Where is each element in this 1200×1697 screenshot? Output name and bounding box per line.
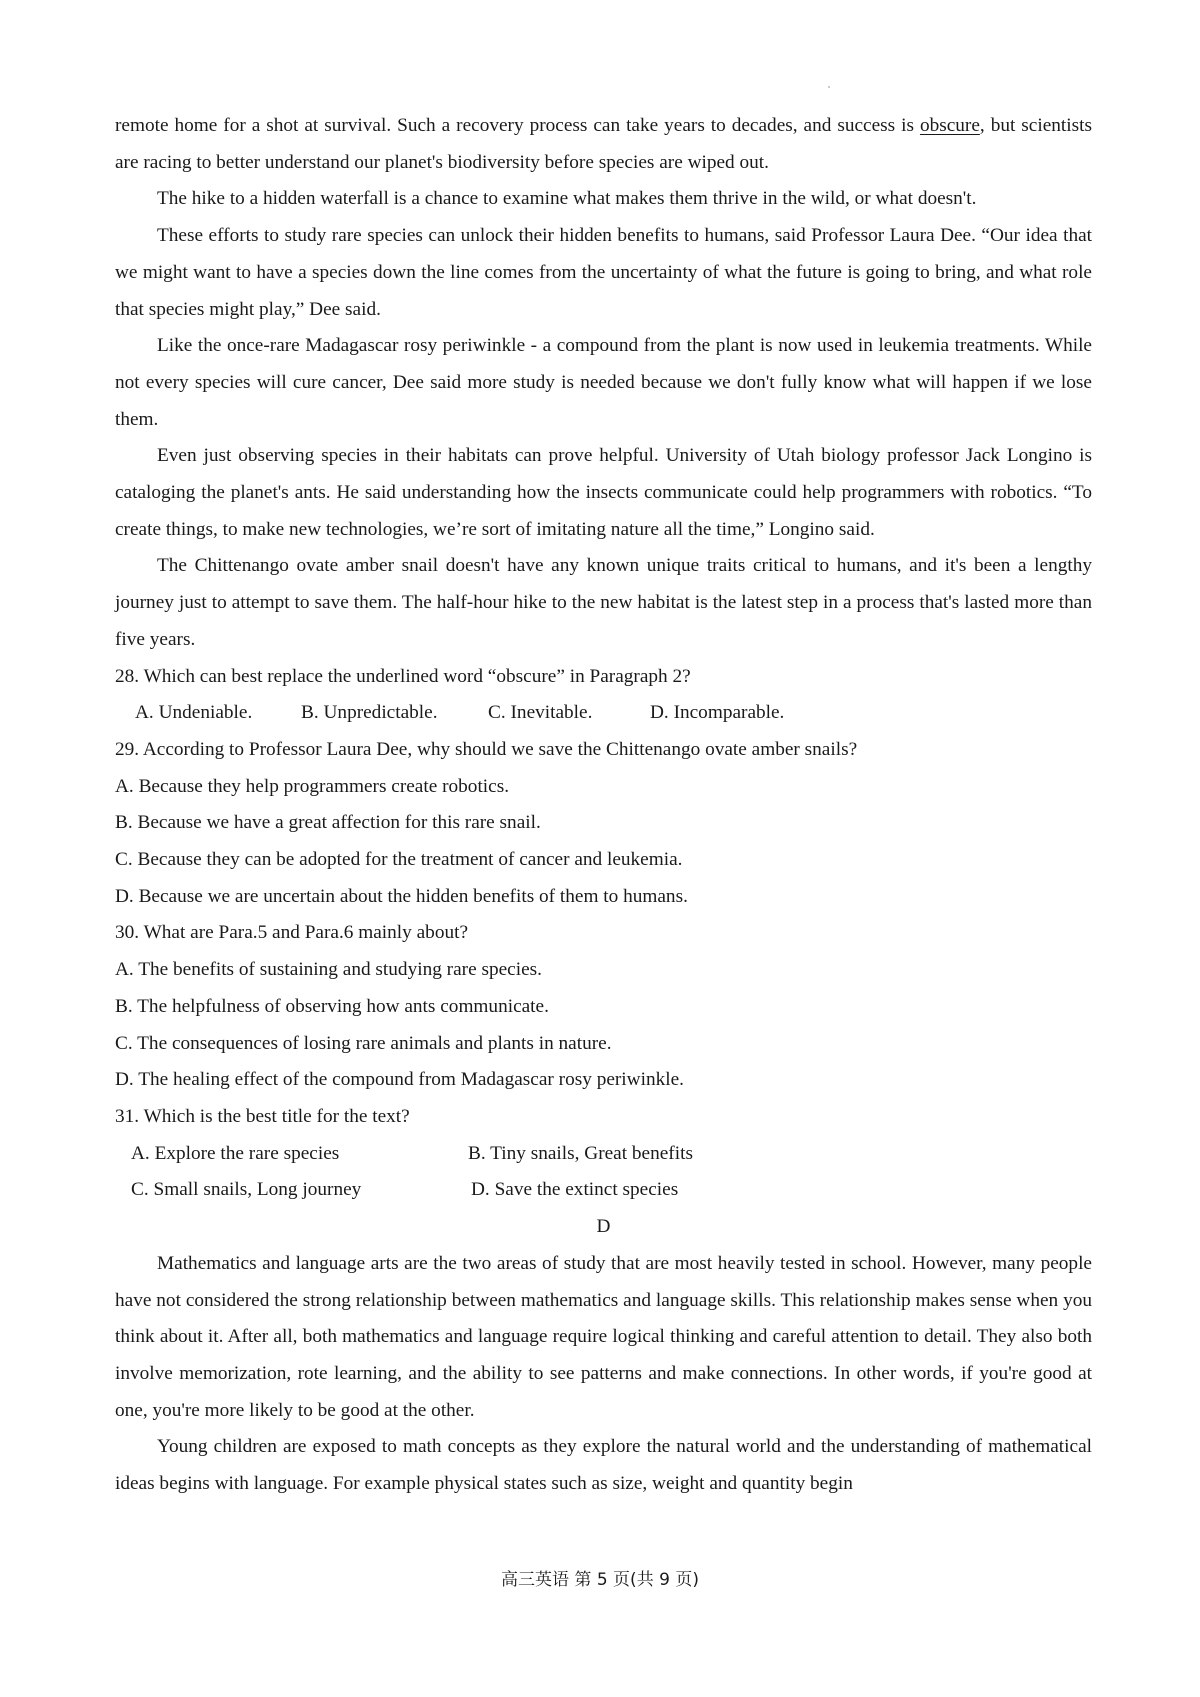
question-28-option-b[interactable]: B. Unpredictable.: [301, 702, 438, 724]
passage-c-paragraph-1: [115, 108, 1092, 181]
question-31-options-row-1: [115, 1136, 1092, 1173]
question-29-option-d[interactable]: D. Because we are uncertain about the hidden benefits of them to humans.: [115, 885, 688, 907]
section-d-heading: D: [596, 1216, 611, 1238]
question-30-option-a[interactable]: A. The benefits of sustaining and studying rare species.: [115, 959, 542, 981]
question-30-stem: 30. What are Para.5 and Para.6 mainly about?: [115, 922, 469, 944]
exam-page-content: [115, 108, 1092, 1503]
question-29-option-c[interactable]: C. Because they can be adopted for the treatment of cancer and leukemia.: [115, 849, 683, 871]
question-31-option-a[interactable]: A. Explore the rare species: [131, 1142, 340, 1164]
passage-d-paragraph-2: Young children are exposed to math concepts as they explore the natural world and the understanding of mathematical ideas begins with language. For example physical states such as size, weight and quantity begin: [115, 1436, 1092, 1495]
question-31-option-c[interactable]: C. Small snails, Long journey: [131, 1179, 362, 1201]
question-28-stem: 28. Which can best replace the underlined word “obscure” in Paragraph 2?: [115, 665, 691, 687]
question-30-option-d[interactable]: D. The healing effect of the compound from Madagascar rosy periwinkle.: [115, 1069, 684, 1091]
page-footer: 高三英语 第 5 页(共 9 页): [501, 1570, 699, 1590]
paragraph-text: , but scientists are racing to better understand our planet's biodiversity before species are wiped out.: [115, 115, 1092, 173]
passage-c-paragraph-2: The hike to a hidden waterfall is a chance to examine what makes them thrive in the wild, or what doesn't.: [157, 188, 977, 210]
question-29-option-a[interactable]: A. Because they help programmers create robotics.: [115, 775, 510, 797]
question-28-options: [115, 695, 1092, 732]
question-29-option-b[interactable]: B. Because we have a great affection for this rare snail.: [115, 812, 541, 834]
passage-c-paragraph-3: These efforts to study rare species can unlock their hidden benefits to humans, said Professor Laura Dee. “Our idea that we might want to have a species down the line comes from the uncertainty of what the future is going to bring, and what role that species might play,” Dee said.: [115, 225, 1092, 320]
question-30-option-c[interactable]: C. The consequences of losing rare animals and plants in nature.: [115, 1032, 612, 1054]
question-31-option-d[interactable]: D. Save the extinct species: [471, 1179, 679, 1201]
question-28-option-d[interactable]: D. Incomparable.: [650, 702, 785, 724]
scan-speck: [828, 86, 830, 88]
passage-d-paragraph-1: Mathematics and language arts are the two areas of study that are most heavily tested in school. However, many people have not considered the strong relationship between mathematics and language skills. This relationship makes sense when you think about it. After all, both mathematics and language require logical thinking and careful attention to detail. They also both involve memorization, rote learning, and the ability to see patterns and make connections. In other words, if you're good at one, you're more likely to be good at the other.: [115, 1252, 1092, 1421]
question-28-option-c[interactable]: C. Inevitable.: [488, 702, 593, 724]
question-28-option-a[interactable]: A. Undeniable.: [135, 702, 253, 724]
paragraph-text: remote home for a shot at survival. Such a recovery process can take years to decades, and success is: [115, 115, 920, 136]
question-31-options-row-2: [115, 1172, 1092, 1209]
question-30-option-b[interactable]: B. The helpfulness of observing how ants communicate.: [115, 995, 549, 1017]
passage-c-paragraph-4: Like the once-rare Madagascar rosy periwinkle - a compound from the plant is now used in leukemia treatments. While not every species will cure cancer, Dee said more study is needed because we don't fully know what will happen if we lose them.: [115, 335, 1092, 430]
question-29-stem: 29. According to Professor Laura Dee, why should we save the Chittenango ovate amber snails?: [115, 738, 858, 760]
underlined-word: obscure: [919, 115, 980, 136]
question-31-option-b[interactable]: B. Tiny snails, Great benefits: [468, 1142, 693, 1164]
passage-c-paragraph-6: The Chittenango ovate amber snail doesn't have any known unique traits critical to humans, and it's been a lengthy journey just to attempt to save them. The half-hour hike to the new habitat is the latest step in a process that's lasted more than five years.: [115, 555, 1092, 650]
passage-c-paragraph-5: Even just observing species in their habitats can prove helpful. University of Utah biology professor Jack Longino is cataloging the planet's ants. He said understanding how the insects communicate could help programmers with robotics. “To create things, to make new technologies, we’re sort of imitating nature all the time,” Longino said.: [115, 445, 1092, 540]
question-31-stem: 31. Which is the best title for the text?: [115, 1105, 410, 1127]
